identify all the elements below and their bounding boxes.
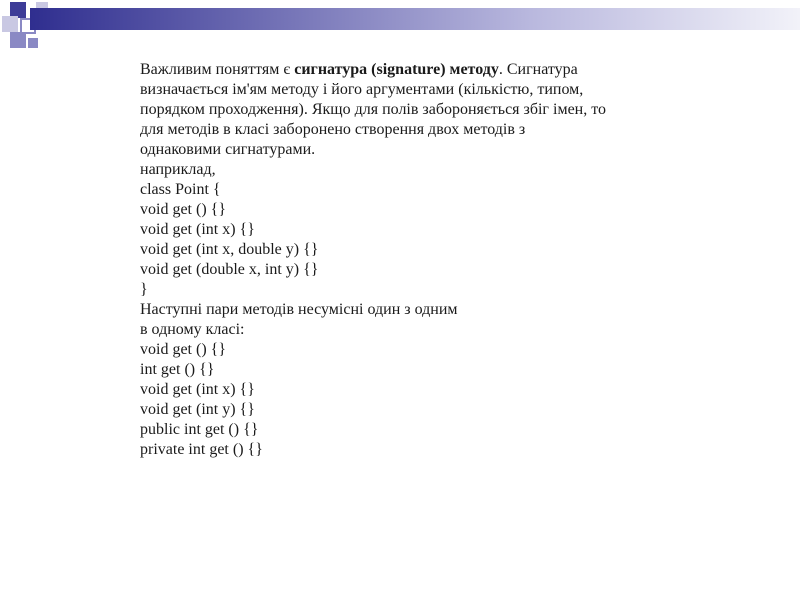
code-line: int get () {} (140, 361, 215, 378)
decor-square-2 (2, 16, 18, 32)
intro-text-tail: . Сигнатура (498, 61, 578, 78)
example2-lead-1: Наступні пари методів несумісні один з одним (140, 301, 458, 318)
code-line: void get (int x) {} (140, 381, 255, 398)
intro-text: Важливим поняттям є (140, 61, 295, 78)
intro-line-4: для методів в класі заборонено створення двох методів з (140, 121, 526, 138)
code-line: void get (int y) {} (140, 401, 255, 418)
decor-square-6 (28, 38, 38, 48)
code-line: public int get () {} (140, 421, 259, 438)
code-line: void get (int x) {} (140, 221, 255, 238)
example2-lead-2: в одному класі: (140, 321, 245, 338)
code-line: void get (int x, double y) {} (140, 241, 319, 258)
code-line: void get () {} (140, 201, 227, 218)
header-gradient-bar (30, 8, 800, 30)
code-line: } (140, 281, 148, 298)
decor-square-4 (10, 32, 26, 48)
code-line: void get (double x, int y) {} (140, 261, 319, 278)
intro-line-5: однаковими сигнатурами. (140, 141, 316, 158)
code-line: private int get () {} (140, 441, 263, 458)
intro-line-2: визначається ім'ям методу і його аргументами (кількістю, типом, (140, 81, 584, 98)
signature-term: сигнатура (signature) методу (294, 61, 499, 78)
code-line: class Point { (140, 181, 221, 198)
code-line: void get () {} (140, 341, 227, 358)
intro-line-1 (140, 60, 680, 80)
example1-lead: наприклад, (140, 161, 216, 178)
intro-line-3: порядком проходження). Якщо для полів забороняється збіг імен, то (140, 101, 607, 118)
slide-body (140, 60, 680, 460)
